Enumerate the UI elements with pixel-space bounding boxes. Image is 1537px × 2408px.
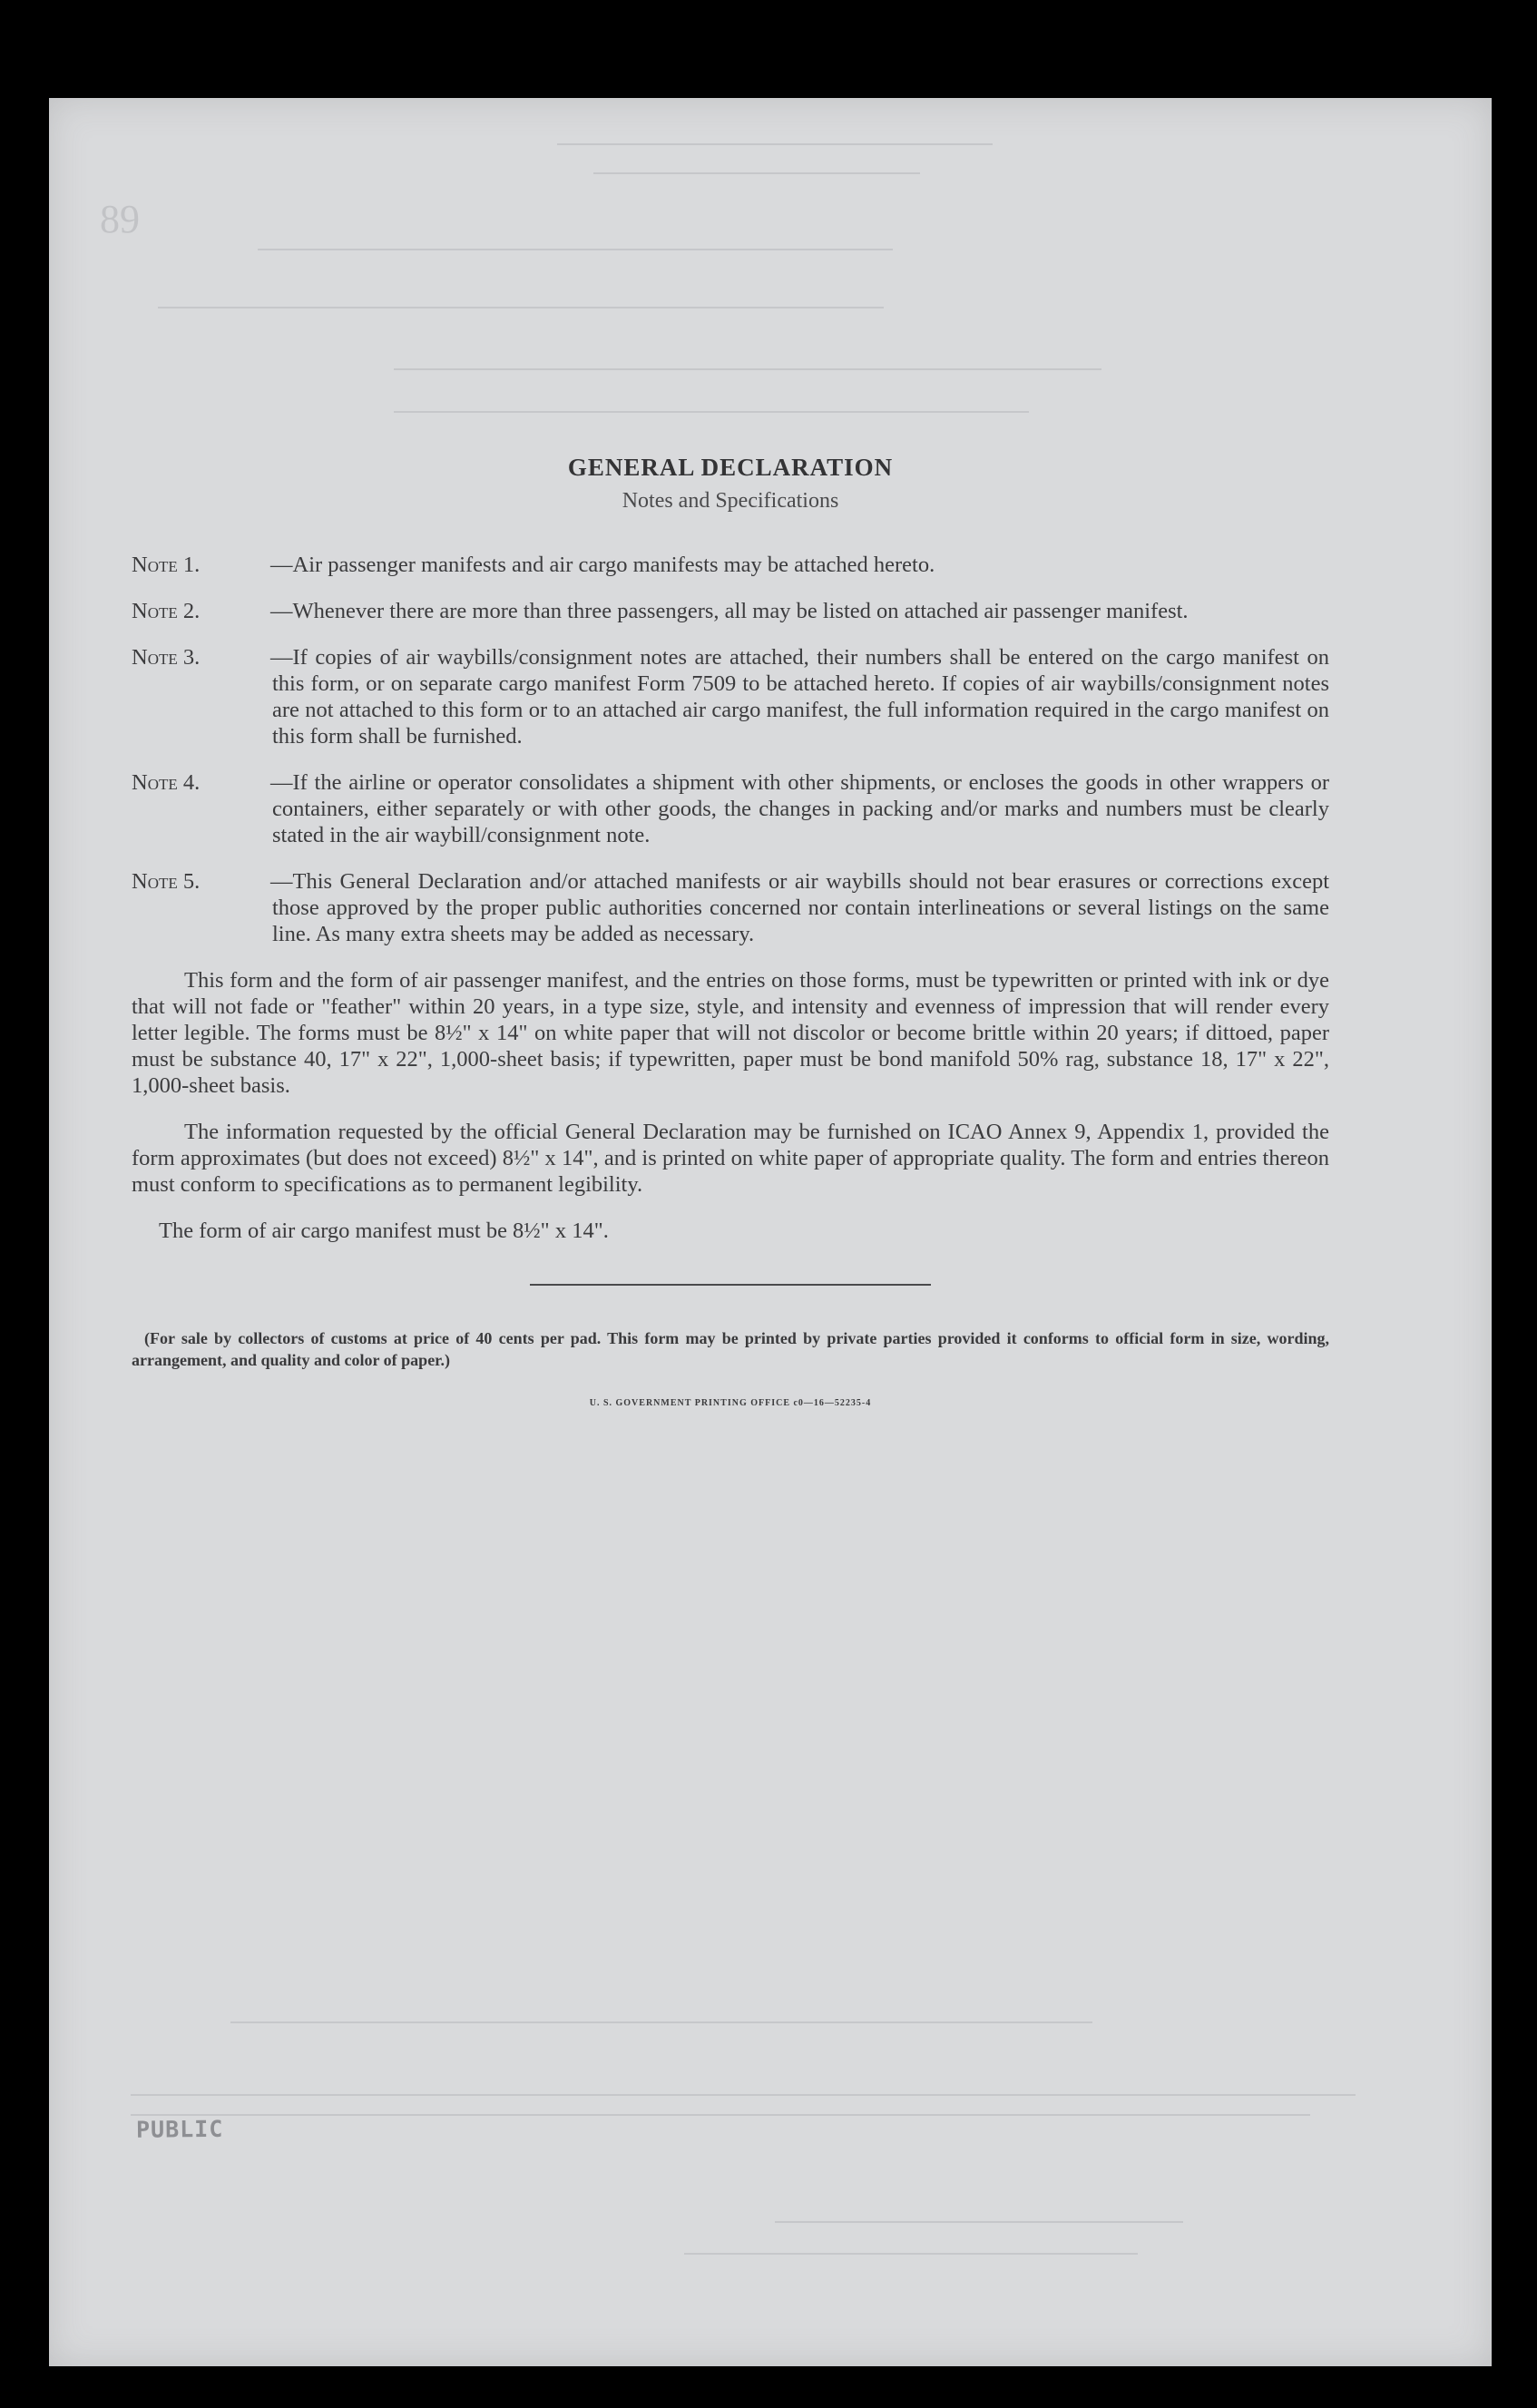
- bleed-through-mark: [230, 2021, 1092, 2023]
- note-label: Note 3.: [132, 645, 201, 670]
- bleed-through-mark: [131, 2114, 1310, 2116]
- note-text: —This General Declaration and/or attached manifests or air waybills should not bear erasures or corrections except those approved by the proper public authorities concerned nor contain interlineations or several listings on the same line. As many extra sheets may be added as necessary.: [270, 869, 1329, 946]
- note-label: Note 5.: [132, 869, 201, 894]
- note-4: [132, 769, 1329, 848]
- note-label: Note 2.: [132, 599, 201, 623]
- note-5: [132, 868, 1329, 947]
- page-title: GENERAL DECLARATION: [567, 454, 894, 481]
- printer-imprint: U. S. GOVERNMENT PRINTING OFFICE c0—16—52235-4: [589, 1398, 872, 1408]
- paragraph-form-requirements: This form and the form of air passenger manifest, and the entries on those forms, must be typewritten or printed with ink or dye that will not fade or "feather" within 20 years, in a type size, style, and intensity and evenness of impression that will render every letter legible. The forms must be 8½" x 14" on white paper that will not discolor or become brittle within 20 years; if dittoed, paper must be substance 40, 17" x 22", 1,000-sheet basis; if typewritten, paper must be bond manifold 50% rag, substance 18, 17" x 22", 1,000-sheet basis.: [132, 968, 1329, 1098]
- bleed-through-mark: [258, 249, 893, 250]
- note-label: Note 1.: [132, 553, 201, 577]
- bleed-through-mark: [684, 2253, 1138, 2255]
- bleed-through-mark: [593, 172, 920, 174]
- bleed-through-mark: [131, 2094, 1356, 2096]
- note-3: [132, 644, 1329, 749]
- bleed-through-mark: [775, 2221, 1183, 2223]
- sale-notice: (For sale by collectors of customs at price of 40 cents per pad. This form may be printed by private parties provided it conforms to official form in size, wording, arrangement, and quality and color of paper.): [132, 1329, 1329, 1369]
- bleed-through-mark: [394, 411, 1029, 413]
- paragraph-cargo-manifest-size: The form of air cargo manifest must be 8½" x 14".: [159, 1219, 609, 1243]
- note-text: —If the airline or operator consolidates a shipment with other shipments, or encloses the goods in other wrappers or containers, either separately or with other goods, the changes in packing and/or marks and numbers must be clearly stated in the air waybill/consignment note.: [270, 770, 1329, 847]
- bleed-through-mark: [158, 307, 884, 308]
- note-text: —Air passenger manifests and air cargo manifests may be attached hereto.: [270, 553, 935, 577]
- page-subtitle: Notes and Specifications: [622, 489, 839, 513]
- bleed-through-page-number: 89: [100, 197, 140, 241]
- note-label: Note 4.: [132, 770, 201, 795]
- note-2: [132, 598, 1329, 624]
- horizontal-rule: [530, 1284, 931, 1286]
- note-text: —If copies of air waybills/consignment notes are attached, their numbers shall be entered on the cargo manifest on this form, or on separate cargo manifest Form 7509 to be attached hereto. If copies of air waybills/consignment notes are not attached to this form or to an attached air cargo manifest, the full information required in the cargo manifest on this form shall be furnished.: [270, 645, 1329, 749]
- note-1: [132, 552, 1329, 578]
- stamp-line: PUBLIC: [135, 2115, 224, 2143]
- declaration-notes: [132, 454, 1329, 1408]
- note-text: —Whenever there are more than three passengers, all may be listed on attached air passenger manifest.: [270, 599, 1189, 623]
- archive-stamp: [136, 2113, 272, 2146]
- bleed-through-mark: [394, 368, 1101, 370]
- paragraph-icao-annex: The information requested by the official General Declaration may be furnished on ICAO Annex 9, Appendix 1, provided the form approximates (but does not exceed) 8½" x 14", and is printed on white paper of appropriate quality. The form and entries thereon must conform to specifications as to permanent legibility.: [132, 1120, 1329, 1197]
- bleed-through-mark: [557, 143, 993, 145]
